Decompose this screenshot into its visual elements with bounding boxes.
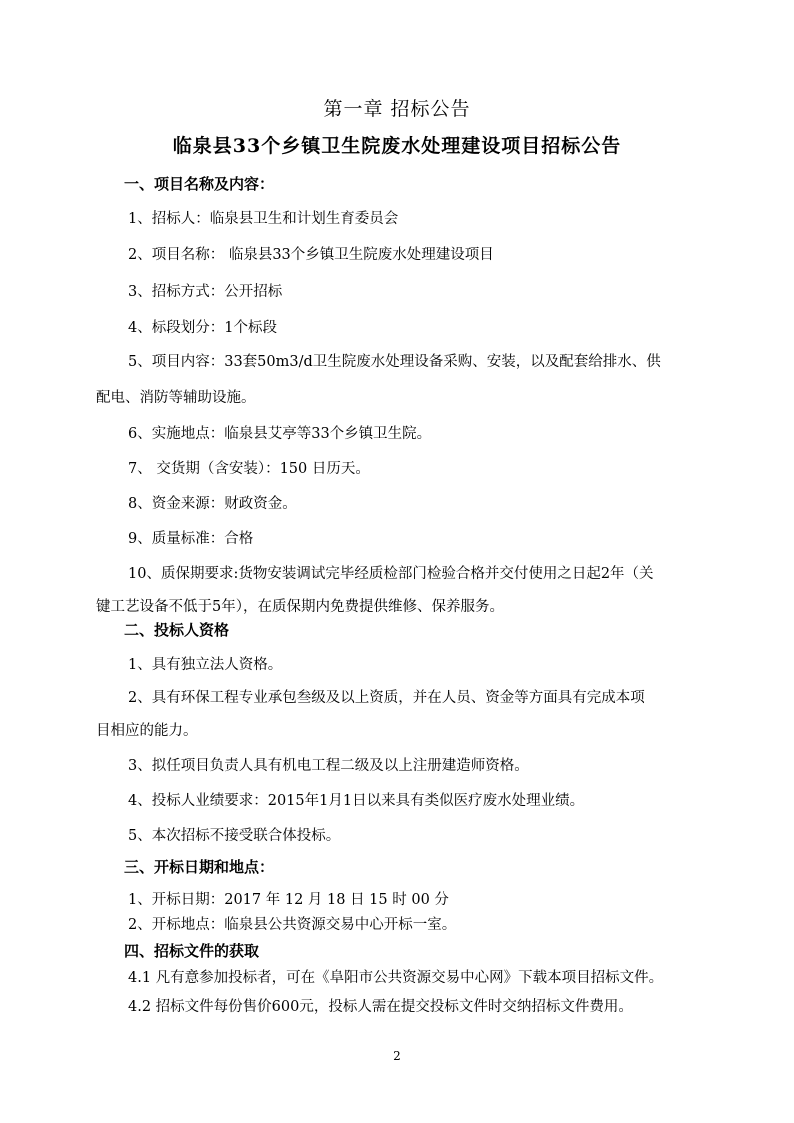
paragraph-line: 4、标段划分：1个标段 <box>128 320 277 336</box>
paragraph-line: 4.1 凡有意参加投标者，可在《阜阳市公共资源交易中心网》下载本项目招标文件。 <box>128 970 664 986</box>
paragraph-line: 3、招标方式：公开招标 <box>128 284 283 300</box>
paragraph-line: 10、质保期要求:货物安装调试完毕经质检部门检验合格并交付使用之日起2年（关 <box>128 566 654 582</box>
paragraph-line: 4.2 招标文件每份售价600元，投标人需在提交投标文件时交纳招标文件费用。 <box>128 999 633 1015</box>
paragraph-line: 6、实施地点：临泉县艾亭等33个乡镇卫生院。 <box>128 426 432 442</box>
paragraph-line: 9、质量标准：合格 <box>128 531 254 547</box>
paragraph-line: 2、开标地点：临泉县公共资源交易中心开标一室。 <box>128 917 457 933</box>
section-heading-project: 一、项目名称及内容： <box>124 175 275 193</box>
paragraph-line: 2、项目名称： 临泉县33个乡镇卫生院废水处理建设项目 <box>128 247 494 263</box>
section-heading-qualification: 二、投标人资格 <box>124 621 230 639</box>
paragraph-line: 5、项目内容：33套50m3/d卫生院废水处理设备采购、安装，以及配套给排水、供 <box>128 354 661 370</box>
paragraph-line: 8、资金来源：财政资金。 <box>128 496 297 512</box>
paragraph-line: 7、 交货期（含安装）：150 日历天。 <box>128 461 370 477</box>
paragraph-line: 配电、消防等辅助设施。 <box>96 390 256 406</box>
chapter-title: 第一章 招标公告 <box>323 98 471 120</box>
page-number: 2 <box>393 1049 401 1063</box>
paragraph-line: 1、开标日期：2017 年 12 月 18 日 15 时 00 分 <box>128 892 449 908</box>
paragraph-line: 目相应的能力。 <box>96 723 198 739</box>
paragraph-line: 4、投标人业绩要求：2015年1月1日以来具有类似医疗废水处理业绩。 <box>128 793 585 809</box>
paragraph-line: 5、本次招标不接受联合体投标。 <box>128 828 341 844</box>
paragraph-line: 1、招标人：临泉县卫生和计划生育委员会 <box>128 211 399 227</box>
section-heading-documents: 四、招标文件的获取 <box>124 942 260 960</box>
paragraph-line: 1、具有独立法人资格。 <box>128 657 283 673</box>
paragraph-line: 2、具有环保工程专业承包叁级及以上资质，并在人员、资金等方面具有完成本项 <box>128 690 645 706</box>
announcement-title: 临泉县33个乡镇卫生院废水处理建设项目招标公告 <box>172 135 622 157</box>
section-heading-opening: 三、开标日期和地点： <box>124 858 275 876</box>
paragraph-line: 键工艺设备不低于5年），在质保期内免费提供维修、保养服务。 <box>96 599 504 615</box>
paragraph-line: 3、拟任项目负责人具有机电工程二级及以上注册建造师资格。 <box>128 758 529 774</box>
